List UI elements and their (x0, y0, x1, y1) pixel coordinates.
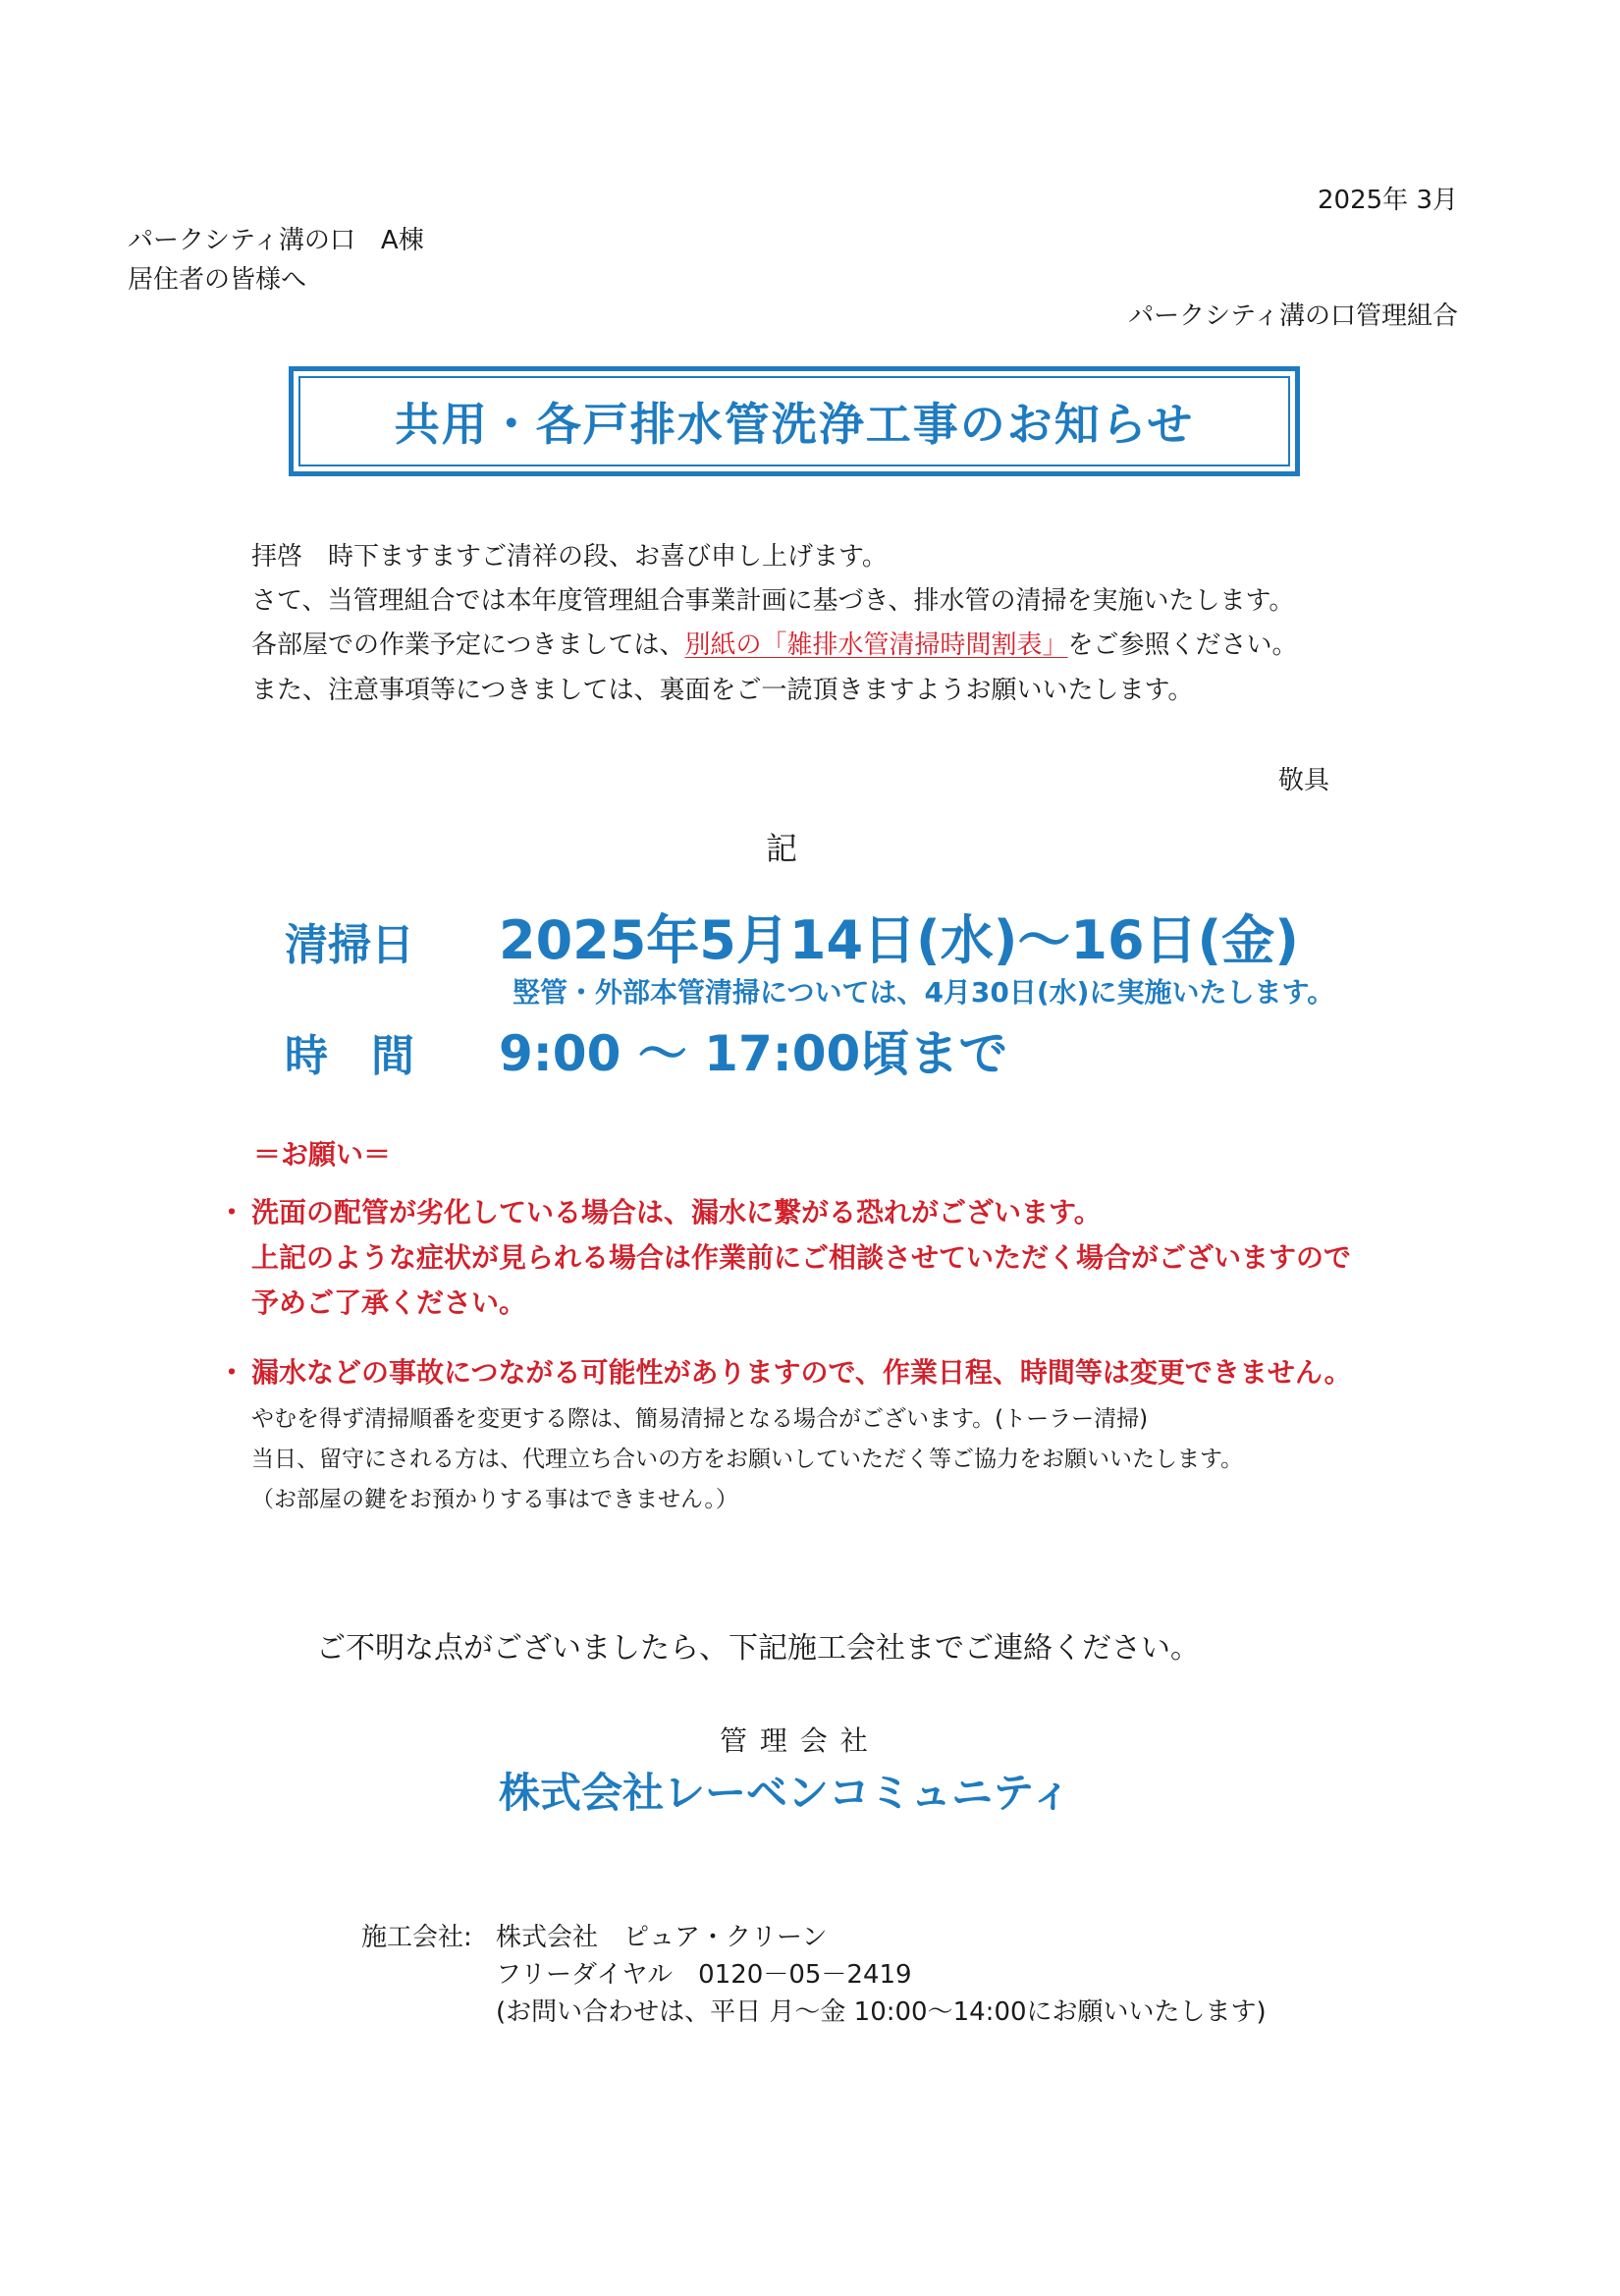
body-line-3 (251, 629, 1298, 662)
contractor-phone: フリーダイヤル 0120－05－2419 (496, 1960, 912, 1990)
contact-hours: (お問い合わせは、平日 月～金 10:00～14:00にお願いいたします) (496, 1997, 1267, 2027)
sender-association: パークシティ溝の口管理組合 (1128, 301, 1458, 331)
ki-heading: 記 (766, 830, 798, 867)
closing-word: 敬具 (1278, 766, 1330, 795)
body-line-3-suffix: をご参照ください。 (1067, 630, 1298, 660)
requests-heading: ＝お願い＝ (253, 1138, 392, 1171)
body-line-4: また、注意事項等につきましては、裏面をご一読頂きますようお願いいたします。 (251, 676, 1194, 705)
request-item-2-note-3: （お部屋の鍵をお預かりする事はできません。） (251, 1487, 738, 1512)
page-title: 共用・各戸排水管洗浄工事のお知らせ (394, 398, 1195, 451)
contractor-name: 株式会社 ピュア・クリーン (496, 1923, 828, 1952)
recipient-building: パークシティ溝の口 A棟 (128, 226, 424, 255)
request-item-1-line-3: 予めご了承ください。 (251, 1286, 527, 1319)
time-value: 9:00 ～ 17:00頃まで (499, 1025, 1008, 1082)
contractor-label: 施工会社: (361, 1923, 472, 1952)
time-label: 時 間 (285, 1031, 414, 1081)
request-item-2-line-1: ・ 漏水などの事故につながる可能性がありますので、作業日程、時間等は変更できません。 (251, 1355, 1352, 1391)
cleaning-date-note: 竪管・外部本管清掃については、4月30日(水)に実施いたします。 (513, 976, 1335, 1009)
contact-lead: ご不明な点がございましたら、下記施工会社までご連絡ください。 (316, 1631, 1200, 1666)
issue-date: 2025年 3月 (1318, 186, 1458, 215)
recipient-residents: 居住者の皆様へ (128, 265, 307, 295)
greeting-line: 拝啓 時下ますますご清祥の段、お喜び申し上げます。 (251, 542, 888, 572)
request-item-2-note-1: やむを得ず清掃順番を変更する際は、簡易清掃となる場合がございます。(トーラー清掃) (251, 1406, 1149, 1432)
title-box (289, 366, 1300, 476)
management-company-label: 管 理 会 社 (720, 1724, 870, 1757)
body-line-2: さて、当管理組合では本年度管理組合事業計画に基づき、排水管の清掃を実施いたします。 (251, 586, 1295, 616)
cleaning-date-label: 清掃日 (285, 920, 414, 970)
body-line-3-prefix: 各部屋での作業予定につきましては、 (251, 630, 685, 660)
management-company-name: 株式会社レーベンコミュニティ (499, 1769, 1072, 1817)
cleaning-date-value: 2025年5月14日(水)～16日(金) (499, 909, 1299, 971)
request-item-2-note-2: 当日、留守にされる方は、代理立ち合いの方をお願いしていただく等ご協力をお願いいたします。 (251, 1447, 1244, 1472)
request-item-1-line-1: ・ 洗面の配管が劣化している場合は、漏水に繋がる恐れがございます。 (251, 1195, 1102, 1230)
attachment-reference: 別紙の「雑排水管清掃時間割表」 (684, 630, 1068, 660)
request-item-1-line-2: 上記のような症状が見られる場合は作業前にご相談させていただく場合がございますので (251, 1241, 1352, 1274)
